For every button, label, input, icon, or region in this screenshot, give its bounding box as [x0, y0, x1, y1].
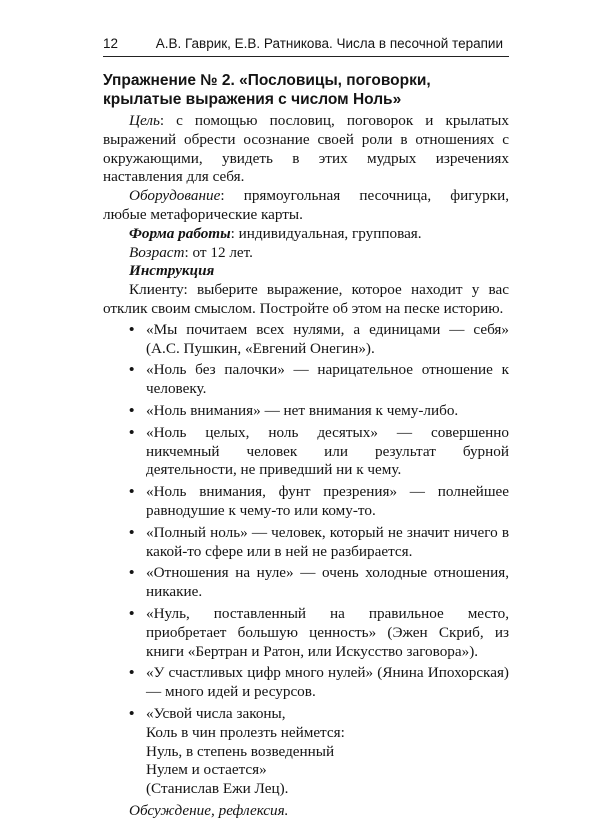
goal-text: : с помощью пословиц, поговорок и крылатых выражений обрести осознание своей роли в отношениях с окружающими, увидеть в этих мудрых изречениях наставления для себя. [103, 112, 509, 186]
header-rule [103, 56, 509, 57]
bullet-icon: • [129, 604, 135, 622]
equipment-label: Оборудование [129, 187, 221, 205]
list-item [103, 321, 509, 359]
exercise-title-line-1: Упражнение № 2. «Пословицы, поговорки, [103, 72, 431, 89]
age-label: Возраст [129, 243, 185, 261]
age-text: : от 12 лет. [184, 243, 253, 261]
page-body [103, 72, 509, 821]
age-paragraph [103, 244, 509, 263]
bullet-icon: • [129, 523, 135, 541]
bullet-icon: • [129, 320, 135, 338]
goal-paragraph [103, 112, 509, 187]
list-item [103, 402, 509, 421]
bullet-icon: • [129, 483, 135, 501]
list-item-text: «У счастливых цифр много нулей» (Янина Ипохорская) — много идей и ресурсов. [146, 664, 509, 701]
list-item-text: «Ноль внимания» — нет внимания к чему-либо. [146, 401, 459, 419]
bullet-icon: • [129, 664, 135, 682]
poem-attribution: (Станислав Ежи Лец). [146, 780, 289, 798]
poem-line: Нуль, в степень возведенный [146, 742, 335, 760]
instruction-heading: Инструкция [129, 262, 215, 280]
poem-list-item [103, 705, 509, 799]
bullet-icon: • [129, 704, 135, 722]
bullet-icon: • [129, 401, 135, 419]
list-item-text: «Отношения на нуле» — очень холодные отношения, никакие. [146, 564, 509, 601]
list-item [103, 664, 509, 702]
list-item-text: «Ноль внимания, фунт презрения» — полнейшее равнодушие к чему-то или кому-то. [146, 483, 509, 519]
running-title: А.В. Гаврик, Е.В. Ратникова. Числа в песочной терапии [155, 36, 503, 51]
equipment-text: : прямоугольная песочница, фигурки, любые метафорические карты. [103, 187, 509, 223]
list-item-text: «Полный ноль» — человек, который не значит ничего в какой-то сфере или в ней не разбирается. [146, 523, 509, 560]
list-item [103, 483, 509, 521]
list-item-text: «Мы почитаем всех нулями, а единицами — себя» (А.С. Пушкин, «Евгений Онегин»). [146, 320, 509, 357]
exercise-title-line-2: крылатые выражения с числом Ноль» [103, 90, 402, 108]
exercise-title [103, 72, 509, 109]
list-item [103, 564, 509, 602]
poem-line: «Усвой числа законы, [146, 704, 286, 722]
poem-line: Коль в чин пролезть неймется: [146, 723, 345, 741]
bullet-icon: • [129, 423, 135, 441]
page-header [103, 34, 503, 56]
bullet-icon: • [129, 564, 135, 582]
poem-line: Нулем и остается» [146, 761, 267, 779]
list-item [103, 424, 509, 480]
form-paragraph [103, 225, 509, 244]
bullet-icon: • [129, 361, 135, 379]
list-item-text: «Нуль, поставленный на правильное место, приобретает большую ценность» (Эжен Скриб, из книги «Бертран и Ратон, или Искусство заговора»). [146, 604, 509, 660]
list-item [103, 524, 509, 562]
form-text: : индивидуальная, групповая. [230, 224, 422, 242]
list-item [103, 361, 509, 399]
goal-label: Цель [129, 112, 160, 129]
list-item [103, 605, 509, 661]
page-number: 12 [103, 36, 119, 51]
list-item-text: «Ноль целых, ноль десятых» — совершенно никчемный человек или результат бурной деятельности, не приведший ни к чему. [146, 423, 509, 479]
equipment-paragraph [103, 187, 509, 225]
discussion-line: Обсуждение, рефлексия. [129, 801, 289, 819]
list-item-text: «Ноль без палочки» — нарицательное отношение к человеку. [146, 361, 509, 398]
form-label: Форма работы [129, 224, 231, 242]
expressions-list [103, 321, 509, 799]
instruction-paragraph: Клиенту: выберите выражение, которое находит у вас отклик своим смыслом. Постройте об этом на песке историю. [103, 281, 509, 317]
